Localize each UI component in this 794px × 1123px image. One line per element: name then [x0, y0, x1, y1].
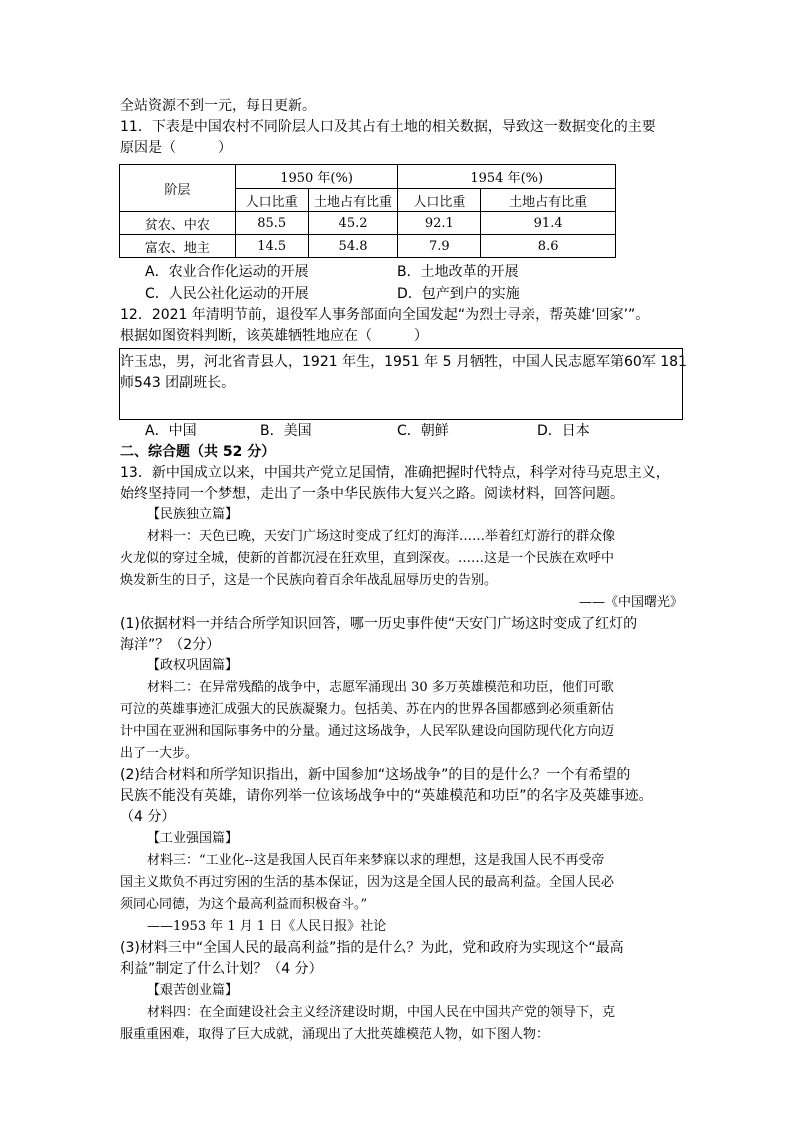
q13-sub1-line2: 海洋”？（2分）: [120, 637, 221, 653]
table-cell: 14.5: [235, 235, 308, 258]
q13-sub3-line1: (3)材料三中“全国人民的最高利益”指的是什么？为此，党和政府为实现这个“最高: [120, 940, 624, 956]
q12-stem-line2: 根据如图资料判断，该英雄牺牲地应在（ ）: [120, 328, 428, 344]
material3-line2: 国主义欺负不再过穷困的生活的基本保证，因为这是全国人民的最高利益。全国人民必: [120, 875, 615, 890]
q11-option-a: A．农业合作化运动的开展: [145, 264, 309, 280]
table-subheader-pop-1950: 人口比重: [235, 189, 308, 212]
table-cell: 92.1: [398, 212, 481, 235]
q12-option-a: A．中国: [145, 423, 197, 439]
material1-source: ——《中国曙光》: [579, 595, 684, 610]
material3-line1: 材料三：“工业化--这是我国人民百年来梦寐以求的理想，这是我国人民不再受帝: [147, 853, 605, 868]
table-header-stratum: 阶层: [120, 165, 236, 212]
material2-line4: 出了一大步。: [120, 746, 199, 761]
table-subheader-land-1954: 土地占有比重: [481, 189, 616, 212]
q11-stem-line2: 原因是（ ）: [120, 140, 232, 156]
table-header-1954: 1954 年(%): [398, 165, 616, 189]
q12-box-line2: 师543 团副班长。: [120, 375, 236, 391]
q12-option-d: D．日本: [537, 423, 590, 439]
table-cell: 45.2: [308, 212, 398, 235]
q12-option-b: B．美国: [260, 423, 312, 439]
q12-box-line1: 许玉忠，男，河北省青县人，1921 年生，1951 年 5 月牺牲，中国人民志愿军第60军 181: [120, 354, 687, 370]
material2-line2: 可泣的英雄事迹汇成强大的民族凝聚力。包括美、苏在内的世界各国都感到必须重新估: [120, 702, 615, 717]
table-cell: 8.6: [481, 235, 616, 258]
q12-stem-line1: 12．2021 年清明节前，退役军人事务部面向全国发起“为烈士寻亲，帮英雄‘回家’”。: [120, 307, 650, 323]
q13-sub3-line2: 利益”制定了什么计划？（4 分）: [120, 961, 323, 977]
q13-stem-line1: 13．新中国成立以来，中国共产党立足国情，准确把握时代特点，科学对待马克思主义，: [120, 465, 670, 481]
q13-sub2-line3: （4 分）: [120, 809, 176, 825]
q13-stem-line2: 始终坚持同一个梦想，走出了一条中华民族伟大复兴之路。阅读材料，回答问题。: [120, 486, 624, 502]
material1-line1: 材料一：天色已晚，天安门广场这时变成了红灯的海洋……举着红灯游行的群众像: [147, 529, 616, 544]
q11-stem-line1: 11．下表是中国农村不同阶层人口及其占有土地的相关数据，导致这一数据变化的主要: [120, 119, 656, 135]
q11-data-table: [119, 164, 616, 258]
part1-heading: 【民族独立篇】: [147, 507, 239, 522]
material3-line3: 须同心同德，为这个最高利益而积极奋斗。”: [120, 897, 368, 912]
q11-option-b: B．土地改革的开展: [397, 264, 519, 280]
part3-heading: 【工业强国篇】: [147, 831, 239, 846]
material1-line2: 火龙似的穿过全城，使新的首都沉浸在狂欢里，直到深夜。……这是一个民族在欢呼中: [120, 551, 615, 566]
table-row: [120, 235, 616, 258]
table-cell: 85.5: [235, 212, 308, 235]
material1-line3: 焕发新生的日子，这是一个民族向着百余年战乱屈辱历史的告别。: [120, 573, 498, 588]
table-row-label: 富农、地主: [120, 235, 236, 258]
table-row: [120, 212, 616, 235]
q13-sub2-line1: (2)结合材料和所学知识指出，新中国参加“这场战争”的目的是什么？一个有希望的: [120, 767, 631, 783]
q13-sub1-line1: (1)依据材料一并结合所学知识回答，哪一历史事件使“天安门广场这时变成了红灯的: [120, 616, 638, 632]
material2-line3: 计中国在亚洲和国际事务中的分量。通过这场战争，人民军队建设向国防现代化方向迈: [120, 724, 615, 739]
material4-line1: 材料四：在全面建设社会主义经济建设时期，中国人民在中国共产党的领导下，克: [147, 1005, 616, 1020]
table-cell: 54.8: [308, 235, 398, 258]
part4-heading: 【艰苦创业篇】: [147, 983, 239, 998]
table-cell: 91.4: [481, 212, 616, 235]
q13-sub2-line2: 民族不能没有英雄，请你列举一位该场战争中的“英雄模范和功臣”的名字及英雄事迹。: [120, 788, 653, 804]
table-subheader-pop-1954: 人口比重: [398, 189, 481, 212]
section-title: 二、综合题（共 52 分）: [120, 444, 276, 460]
part2-heading: 【政权巩固篇】: [147, 658, 239, 673]
table-subheader-land-1950: 土地占有比重: [308, 189, 398, 212]
q11-option-d: D．包产到户的实施: [397, 286, 520, 302]
q12-option-c: C．朝鲜: [397, 423, 449, 439]
material4-line2: 服重重困难，取得了巨大成就，涌现出了大批英雄模范人物，如下图人物：: [120, 1027, 550, 1042]
header-note: 全站资源不到一元，每日更新。: [120, 98, 316, 114]
table-header-1950: 1950 年(%): [235, 165, 398, 189]
material3-source: ——1953 年 1 月 1 日《人民日报》社论: [147, 919, 387, 934]
material2-line1: 材料二：在异常残酷的战争中，志愿军涌现出 30 多万英雄模范和功臣，他们可歌: [147, 680, 614, 695]
table-cell: 7.9: [398, 235, 481, 258]
table-row-label: 贫农、中农: [120, 212, 236, 235]
q11-option-c: C．人民公社化运动的开展: [145, 286, 309, 302]
